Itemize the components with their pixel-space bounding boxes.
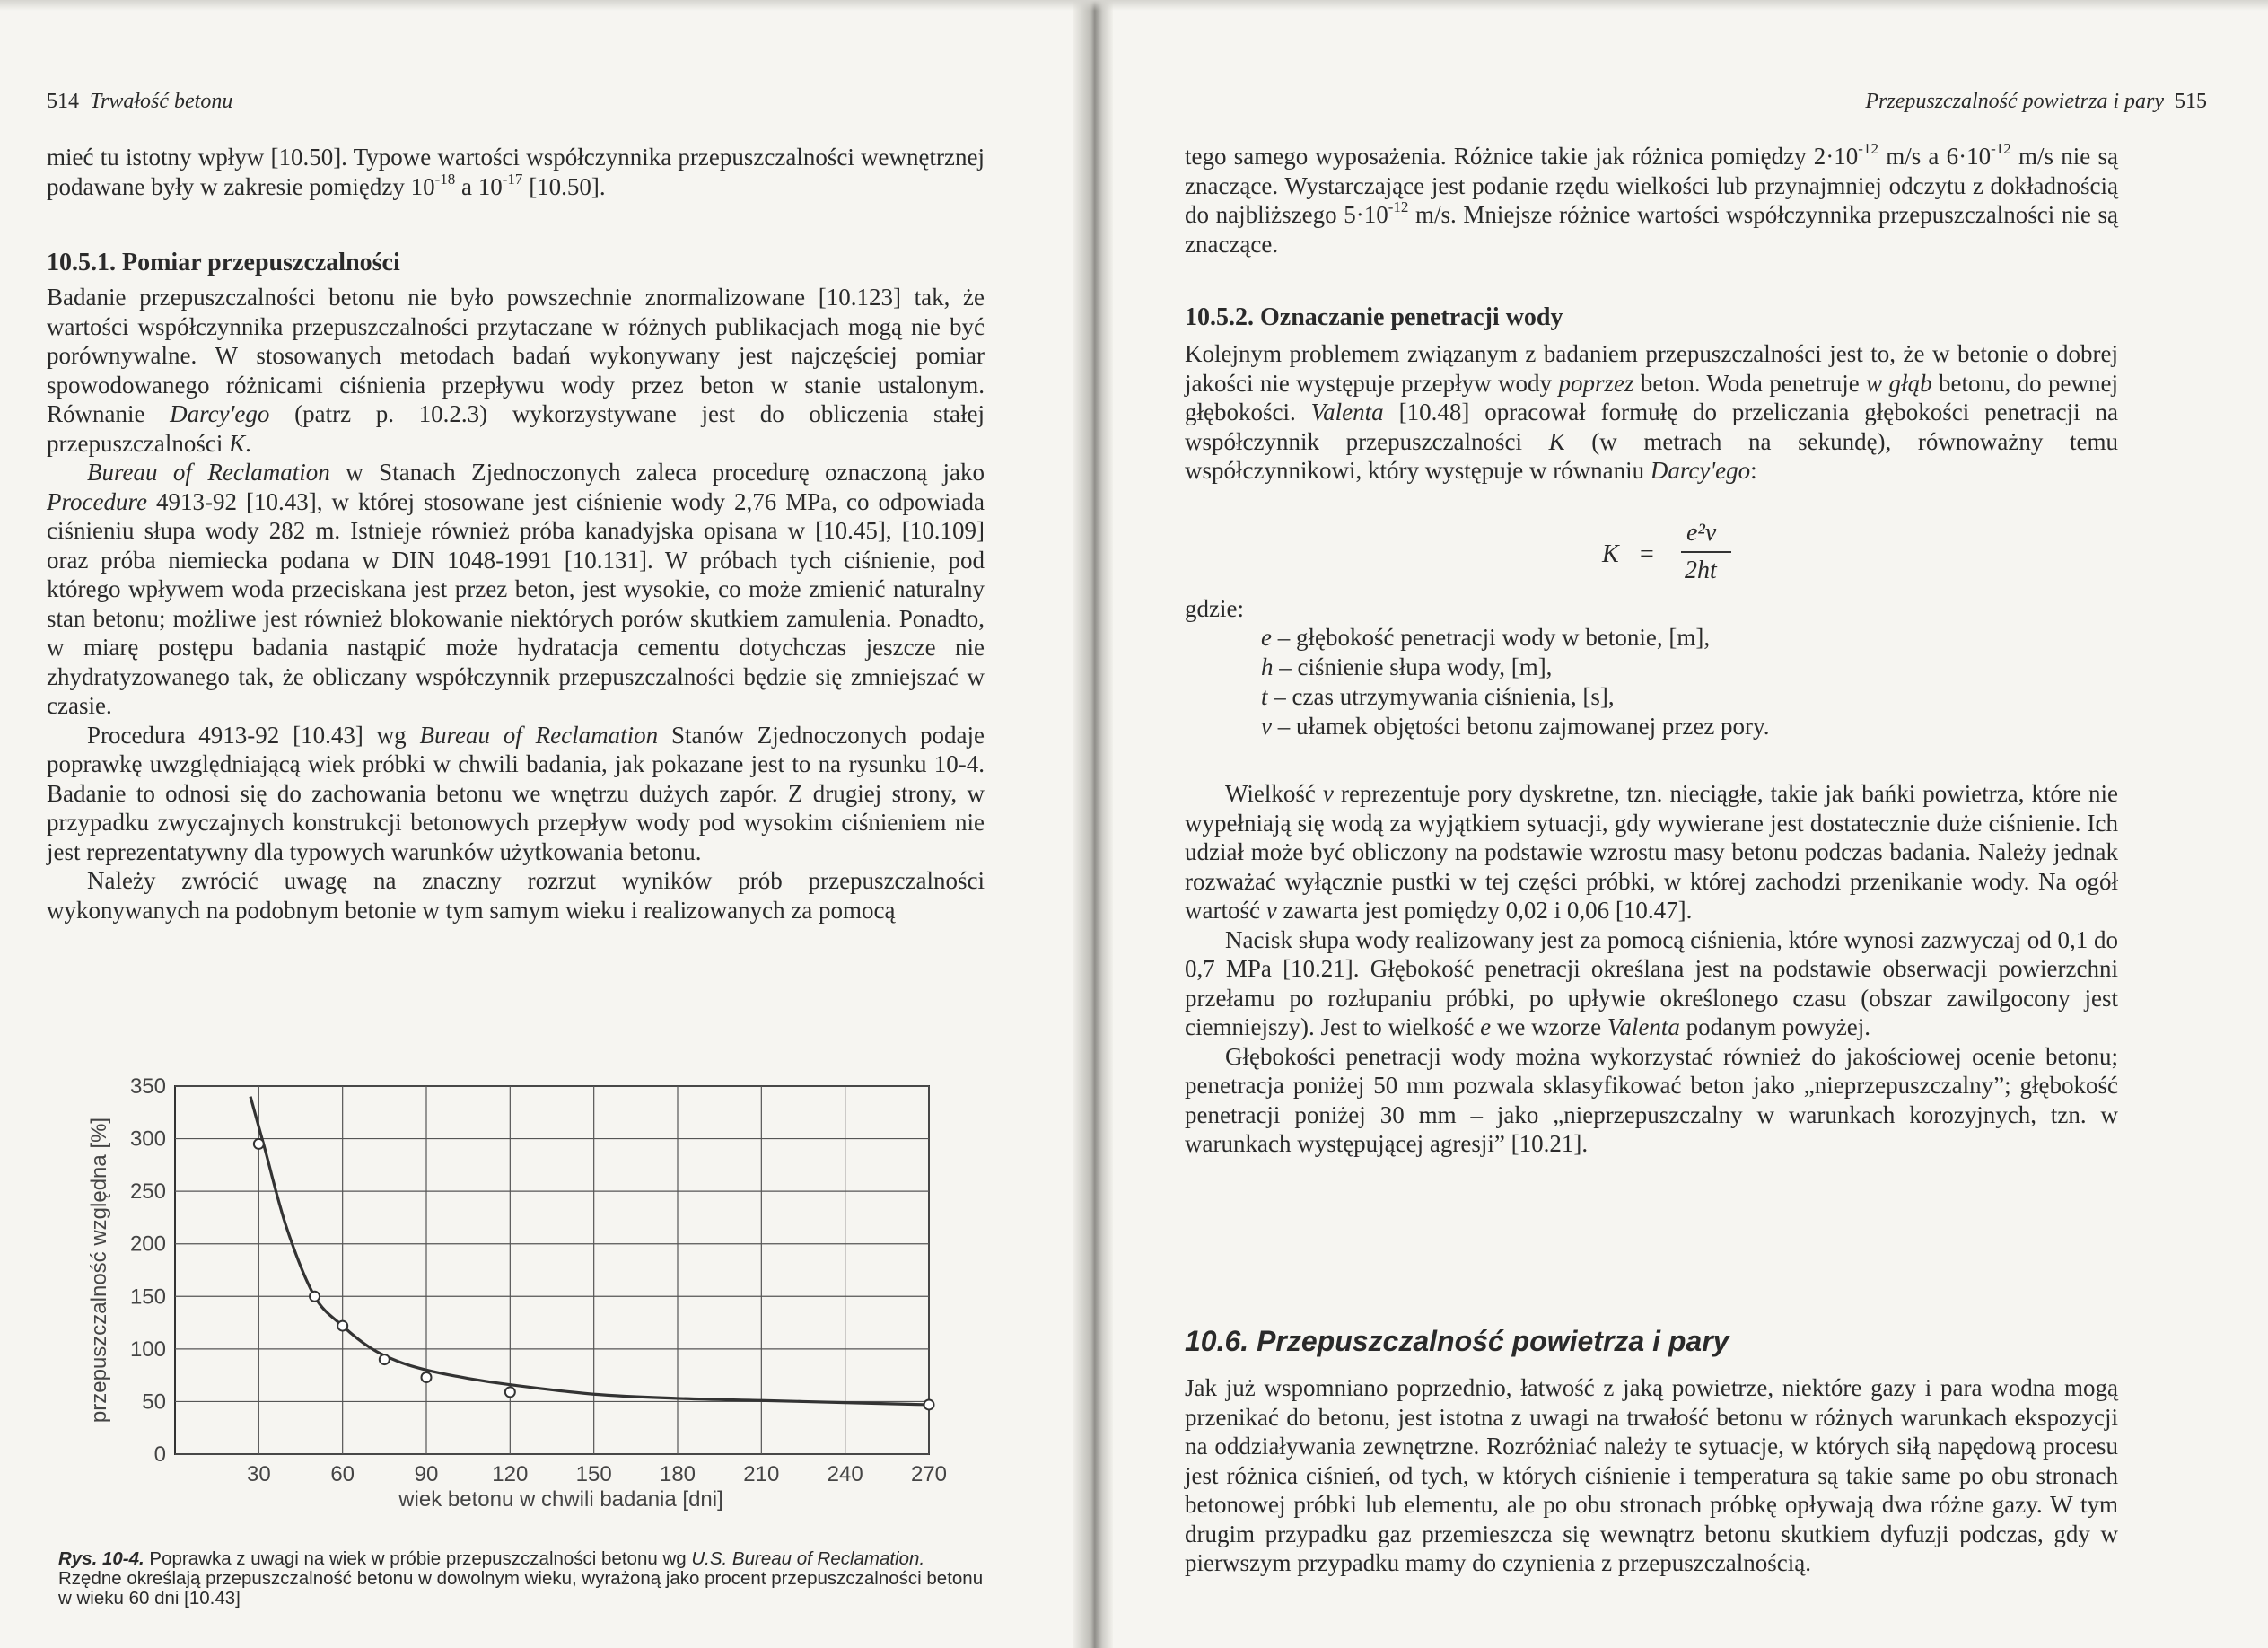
chart-y-tick-label: 0 xyxy=(153,1442,166,1467)
scan-top-shadow xyxy=(0,0,2268,11)
running-title: Trwałość betonu xyxy=(90,90,233,113)
chart-x-tick-label: 180 xyxy=(659,1462,696,1486)
left-running-header xyxy=(47,90,232,114)
right-intro-paragraph: tego samego wyposażenia. Różnice takie jak różnica pomiędzy $2\cdot 10^{-12}$ m/s a $6\cdot 10^{-12}$ m/s nie są znaczące. Wystarczające jest podanie rzędu wielkości lub przynajmniej odczytu z dokładnością do najbliższego $5\cdot 10^{-12}$ m/s. Mniejsze różnice wartości współczynnika przepuszczalności nie są znaczące. xyxy=(1185,140,2118,258)
chart-x-tick-label: 90 xyxy=(414,1462,439,1486)
left-paragraph-3: Procedura 4913-92 [10.43] wg Bureau of Reclamation Stanów Zjednoczonych podaje poprawkę uwzględniającą wiek próbki w chwili badania, jak pokazane jest to na rysunku 10-4. Badanie to odnosi się do zachowania betonu we wnętrzu dużych zapór. Z drugiej strony, w przypadku zwyczajnych konstrukcji betonowych przepływ wody pod wysokim ciśnieniem nie jest reprezentatywny dla typowych warunków użytkowania betonu. xyxy=(47,721,985,865)
chart-y-tick-label: 150 xyxy=(129,1284,166,1310)
formula-lhs: K xyxy=(1602,540,1619,568)
chart-x-tick-label: 240 xyxy=(827,1462,863,1486)
chart-series-curve xyxy=(250,1097,929,1405)
chart-y-tick-label: 250 xyxy=(129,1179,166,1205)
left-body-text xyxy=(47,283,985,925)
chart-x-tick-label: 60 xyxy=(330,1462,355,1486)
formula-denominator: 2ht xyxy=(1685,557,1717,584)
chart-data-point xyxy=(337,1321,347,1331)
valenta-formula xyxy=(1602,519,1728,591)
chart-y-tick-label: 350 xyxy=(129,1074,166,1099)
formula-equals: = xyxy=(1640,540,1654,568)
right-paragraph-5: Jak już wspomniano poprzednio, łatwość z jaką powietrze, niektóre gazy i para wodna mogą przenikać do betonu, jest istotna z uwagi na trwałość betonu w różnych warunkach ekspozycji na oddziaływania zewnętrzne. Rozróżniać należy te sytuacje, w których siłą napędową procesu jest różnica ciśnień, od tych, w których ciśnienie i temperatura są takie same po obu stronach betonowej próbki lub elementu, ale po obu stronach próbkę opływają dwa różne gazy. W tym drugim przypadku gaz przemieszcza się wewnątrz betonu skutkiem dyfuzji podczas, gdy w pierwszym przypadku mamy do czynienia z przepuszczalnością. xyxy=(1185,1374,2118,1576)
formula-numerator: e²v xyxy=(1686,519,1717,547)
chart-y-tick-label: 100 xyxy=(129,1337,166,1362)
chart-data-point xyxy=(505,1387,515,1397)
definition-item: v – ułamek objętości betonu zajmowanej przez pory. xyxy=(1261,713,1770,740)
running-title: Przepuszczalność powietrza i pary xyxy=(1865,90,2164,113)
figure-10-4-chart xyxy=(0,1023,987,1535)
right-body-text xyxy=(1185,779,2118,1159)
left-page xyxy=(0,0,1086,1648)
chart-data-point xyxy=(380,1354,390,1364)
right-paragraph-3: Nacisk słupa wody realizowany jest za pomocą ciśnienia, które wynosi zazwyczaj od 0,1 do 0,7 MPa [10.21]. Głębokość penetracji określana jest na podstawie obserwacji powierzchni przełamu po rozłupaniu próbki, po upływie określonego czasu (obszar zawilgocony jest ciemniejszy). Jest to wielkość e we wzorze Valenta podanym powyżej. xyxy=(1185,925,2118,1040)
definition-item: h – ciśnienie słupa wody, [m], xyxy=(1261,653,1553,680)
chart-x-tick-label: 30 xyxy=(246,1462,271,1486)
left-paragraph-2: Bureau of Reclamation w Stanach Zjednoczonych zaleca procedurę oznaczoną jako Procedure 4913-92 [10.43], w której stosowane jest ciśnienie wody 2,76 MPa, co odpowiada ciśnieniu słupa wody 282 m. Istnieje również próba kanadyjska opisana w [10.45], [10.109] oraz próba niemiecka podana w DIN 1048-1991 [10.131]. W próbach tych ciśnienie, pod którego wpływem woda przeciskana jest przez beton, jest wysokie, co może zmienić naturalny stan betonu; możliwe jest również blokowanie niektórych porów skutkiem zamulenia. Ponadto, w miarę postępu badania nastąpić może hydratacja cementu dotychczas jeszcze nie zhydratyzowanego tak, że obliczany współczynnik przepuszczalności będzie się zmniejszać w czasie. xyxy=(47,459,985,719)
chart-x-tick-label: 270 xyxy=(910,1462,948,1486)
chart-x-tick-label: 150 xyxy=(575,1462,612,1486)
left-intro-paragraph: mieć tu istotny wpływ [10.50]. Typowe wartości współczynnika przepuszczalności wewnętrznej podawane były w zakresie pomiędzy $10^{-18}$ a $10^{-17}$ [10.50]. xyxy=(47,144,985,200)
book-spine-gutter xyxy=(1073,0,1113,1648)
chart-y-axis-label: przepuszczalność względna [%] xyxy=(87,1117,111,1424)
page-number: 514 xyxy=(47,90,79,113)
chart-x-tick-label: 120 xyxy=(492,1462,529,1486)
chart-data-point xyxy=(422,1372,432,1382)
definition-item: t – czas utrzymywania ciśnienia, [s], xyxy=(1261,683,1615,710)
left-paragraph-4: Należy zwrócić uwagę na znaczny rozrzut wyników prób przepuszczalności wykonywanych na podobnym betonie w tym samym wieku i realizowanych za pomocą xyxy=(47,867,985,924)
caption-label: Rys. 10-4. xyxy=(58,1548,144,1569)
right-page xyxy=(1099,0,2268,1648)
chart-x-axis-label: wiek betonu w chwili badania [dni] xyxy=(398,1487,723,1512)
right-paragraph-2: Wielkość v reprezentuje pory dyskretne, tzn. nieciągłe, takie jak bańki powietrza, które nie wypełniają się wodą za wyjątkiem sytuacji, gdy wywierane jest dostatecznie duże ciśnienie. Ich udział może być obliczony na podstawie wzrostu masy betonu podczas badania. Należy jednak rozważać wyłącznie pustki w tej części próbki, w której zachodzi przenikanie wody. Na ogół wartość v zawarta jest pomiędzy 0,02 i 0,06 [10.47]. xyxy=(1185,780,2118,924)
chart-data-point xyxy=(924,1399,934,1409)
left-paragraph-1: Badanie przepuszczalności betonu nie było powszechnie znormalizowane [10.123] tak, że wartości współczynnika przepuszczalności przytaczane w różnych publikacjach mogą nie być porównywalne. W stosowanych metodach badań wykonywany jest najczęściej pomiar spowodowanego różnicami ciśnienia przepływu wody przez beton w stanie ustalonym. Równanie Darcy'ego (patrz p. 10.2.3) wykorzystywane jest do obliczenia stałej przepuszczalności K. xyxy=(47,284,985,457)
right-paragraph-4: Głębokości penetracji wody można wykorzystać również do jakościowej ocenie betonu; penetracja poniżej 50 mm pozwala sklasyfikować beton jako „nieprzepuszczalny”; głębokość penetracji poniżej 30 mm – jako „nieprzepuszczalny w warunkach korozyjnych, tzn. w warunkach występującej agresji” [10.21]. xyxy=(1185,1042,2118,1157)
chart-data-point xyxy=(310,1292,320,1302)
chart-x-tick-label: 210 xyxy=(743,1462,780,1486)
section-heading-10-5-1: 10.5.1. Pomiar przepuszczalności xyxy=(47,249,400,276)
chart-y-tick-label: 200 xyxy=(129,1232,166,1257)
section-heading-10-6: 10.6. Przepuszczalność powietrza i pary xyxy=(1185,1325,1729,1357)
right-paragraph-1: Kolejnym problemem związanym z badaniem przepuszczalności jest to, że w betonie o dobrej jakości nie występuje przepływ wody poprzez beton. Woda penetruje w głąb betonu, do pewnej głębokości. Valenta [10.48] opracował formułę do przeliczania głębokości penetracji na współczynnik przepuszczalności K (w metrach na sekundę), równoważny temu współczynnikowi, który występuje w równaniu Darcy'ego: xyxy=(1185,340,2119,484)
chart-data-point xyxy=(254,1139,264,1149)
definition-item: e – głębokość penetracji wody w betonie, [m], xyxy=(1261,624,1711,651)
variable-definitions xyxy=(1261,623,1770,741)
chart-grid xyxy=(175,1086,929,1454)
figure-caption: Rys. 10-4. Poprawka z uwagi na wiek w próbie przepuszczalności betonu wg U.S. Bureau of Reclamation. Rzędne określają przepuszczalność betonu w dowolnym wieku, wyrażoną jako procent przepuszczalności betonu w wieku 60 dni [10.43] xyxy=(58,1548,984,1609)
chart-y-tick-label: 50 xyxy=(142,1389,166,1415)
right-running-header xyxy=(1865,90,2207,114)
chart-plot-frame xyxy=(175,1086,929,1454)
page-number: 515 xyxy=(2175,90,2207,113)
section-heading-10-5-2: 10.5.2. Oznaczanie penetracji wody xyxy=(1185,303,1563,331)
chart-y-tick-label: 300 xyxy=(129,1126,166,1152)
where-label: gdzie: xyxy=(1185,595,1244,622)
